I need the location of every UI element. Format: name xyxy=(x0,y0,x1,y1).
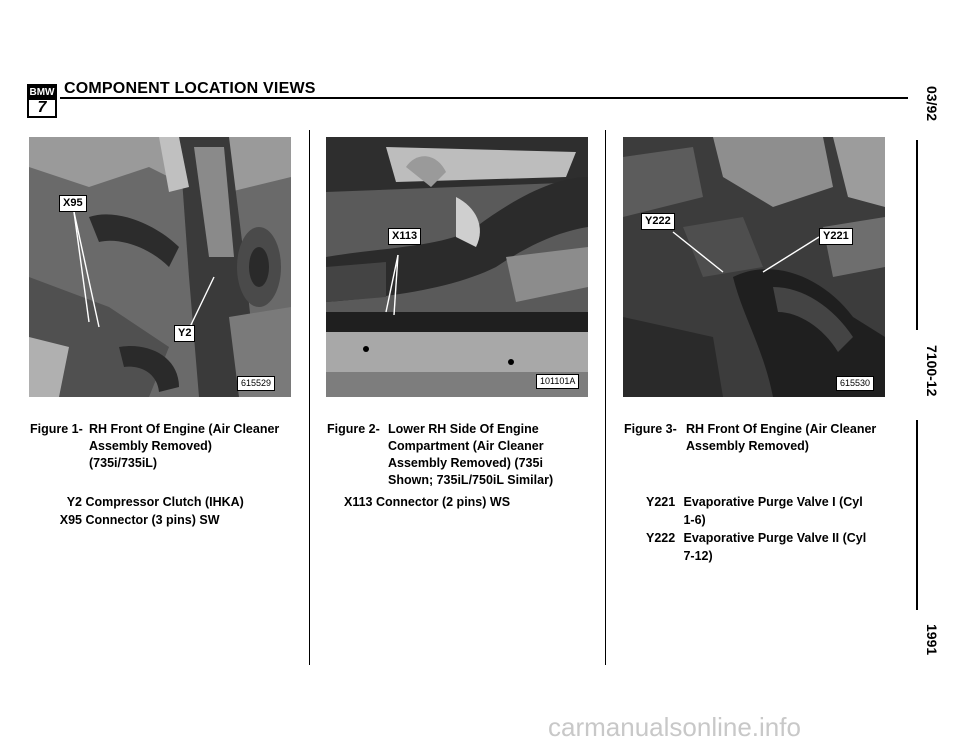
caption-line: (735i/735iL) xyxy=(89,456,158,470)
legend-row xyxy=(646,529,866,547)
figure-2-photo xyxy=(326,137,588,397)
figure-1-photo xyxy=(29,137,291,397)
page-title: COMPONENT LOCATION VIEWS xyxy=(64,80,316,97)
legend-row xyxy=(52,511,244,529)
legend-code: X113 xyxy=(344,495,373,509)
caption-line: Assembly Removed) (735i xyxy=(388,456,543,470)
callout-x113: X113 xyxy=(388,228,421,245)
legend-row xyxy=(646,511,866,529)
legend-code: Y221 xyxy=(646,495,676,509)
caption-line: RH Front Of Engine (Air Cleaner xyxy=(89,422,280,436)
callout-y2: Y2 xyxy=(174,325,195,342)
logo-brand: BMW xyxy=(29,87,55,98)
photo-number: 615530 xyxy=(836,376,874,391)
figure-3-photo xyxy=(623,137,885,397)
caption-line: Shown; 735iL/750iL Similar) xyxy=(388,473,554,487)
figure-1-caption xyxy=(30,421,83,438)
caption-line: Assembly Removed) xyxy=(89,439,212,453)
caption-line: Assembly Removed) xyxy=(686,439,809,453)
column-divider-1 xyxy=(309,130,310,665)
side-rule-2 xyxy=(916,420,918,610)
callout-y222: Y222 xyxy=(641,213,675,230)
figure-3-caption-text xyxy=(686,421,876,455)
engine-photo-3 xyxy=(623,137,885,397)
bmw-7-logo xyxy=(27,84,57,118)
legend-text: Evaporative Purge Valve I (Cyl xyxy=(683,495,863,509)
engine-photo-1 xyxy=(29,137,291,397)
side-year: 1991 xyxy=(924,624,940,656)
caption-line: Lower RH Side Of Engine xyxy=(388,422,539,436)
engine-photo-2 xyxy=(326,137,588,397)
legend-code: X95 xyxy=(59,513,82,527)
side-page-number: 7100-12 xyxy=(924,345,940,397)
legend-row xyxy=(344,493,510,511)
figure-label: Figure 3- xyxy=(624,422,677,436)
legend-text: 7-12) xyxy=(683,549,713,563)
header-rule xyxy=(60,97,908,99)
side-rule-1 xyxy=(916,140,918,330)
figure-2-legend xyxy=(344,493,510,511)
legend-text: Connector (3 pins) SW xyxy=(85,513,220,527)
legend-text: Evaporative Purge Valve II (Cyl xyxy=(683,531,867,545)
legend-text: Compressor Clutch (IHKA) xyxy=(85,495,244,509)
legend-code: Y2 xyxy=(66,495,82,509)
figure-3-legend xyxy=(646,493,866,565)
logo-series: 7 xyxy=(37,99,47,116)
figure-2-caption xyxy=(327,421,380,438)
figure-2-caption-text xyxy=(388,421,553,489)
caption-line: RH Front Of Engine (Air Cleaner xyxy=(686,422,877,436)
callout-x95: X95 xyxy=(59,195,87,212)
photo-number: 101101A xyxy=(536,374,579,389)
photo-number: 615529 xyxy=(237,376,275,391)
legend-text: 1-6) xyxy=(683,513,706,527)
legend-code: Y222 xyxy=(646,531,676,545)
figure-3-caption xyxy=(624,421,677,438)
callout-y221: Y221 xyxy=(819,228,853,245)
watermark: carmanualsonline.info xyxy=(548,712,801,742)
legend-row xyxy=(52,493,244,511)
figure-1-caption-text xyxy=(89,421,279,472)
figure-label: Figure 1- xyxy=(30,422,83,436)
column-divider-2 xyxy=(605,130,606,665)
legend-text: Connector (2 pins) WS xyxy=(376,495,511,509)
legend-row xyxy=(646,547,866,565)
side-date: 03/92 xyxy=(924,86,940,122)
caption-line: Compartment (Air Cleaner xyxy=(388,439,544,453)
figure-1-legend xyxy=(52,493,244,529)
legend-row xyxy=(646,493,866,511)
figure-label: Figure 2- xyxy=(327,422,380,436)
